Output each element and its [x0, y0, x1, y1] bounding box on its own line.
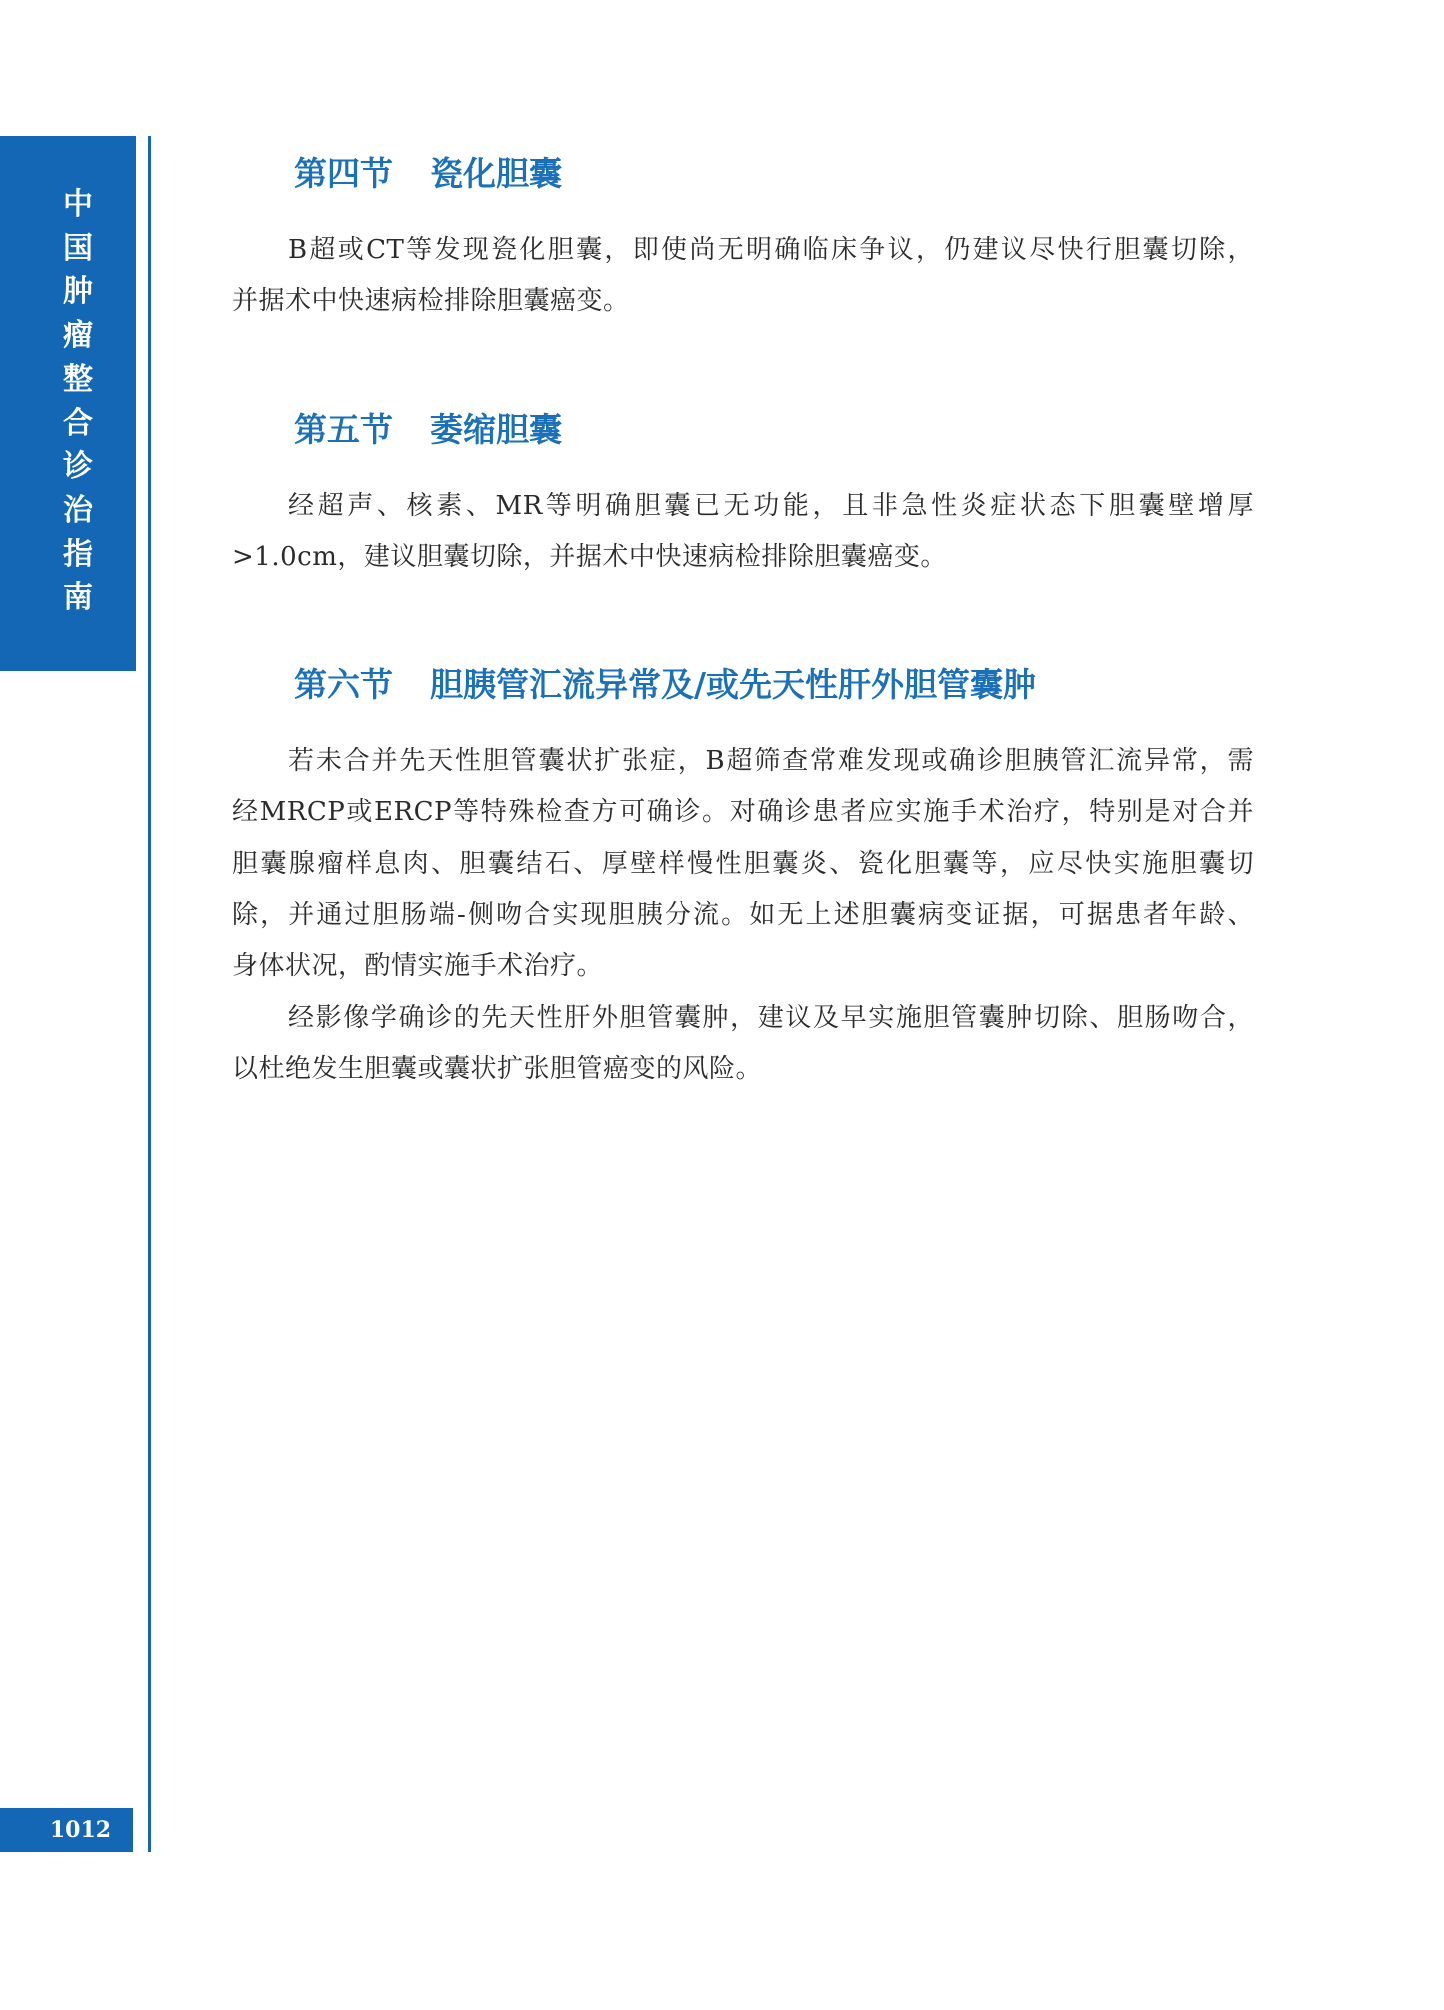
section-number: 第五节 [294, 409, 393, 449]
paragraph [232, 736, 1254, 992]
paragraph-line: 若未合并先天性胆管囊状扩张症，B超筛查常难发现或确诊胆胰管汇流异常，需 [288, 746, 1254, 777]
section-heading [294, 152, 1254, 196]
section-number: 第四节 [294, 154, 393, 193]
section-5 [232, 408, 1254, 584]
paragraph-line: 以杜绝发生胆囊或囊状扩张胆管癌变的风险。 [232, 1053, 763, 1084]
page-number: 1012 [0, 1808, 133, 1852]
chapter-sidebar-tab [0, 136, 136, 671]
paragraph [232, 993, 1254, 1096]
margin-rule [148, 136, 151, 1852]
paragraph-line: 并据术中快速病检排除胆囊癌变。 [232, 286, 630, 317]
paragraph-line: 胆囊腺瘤样息肉、胆囊结石、厚壁样慢性胆囊炎、瓷化胆囊等，应尽快实施胆囊切 [232, 848, 1254, 879]
section-heading [294, 408, 1254, 452]
paragraph-line: B超或CT等发现瓷化胆囊，即使尚无明确临床争议，仍建议尽快行胆囊切除， [288, 235, 1254, 265]
paragraph [232, 225, 1254, 328]
section-title: 胆胰管汇流异常及/或先天性肝外胆管囊肿 [430, 665, 1037, 705]
page-body [232, 152, 1254, 1095]
section-number: 第六节 [294, 665, 393, 705]
book-title-vertical: 中国肿瘤整合诊治指南 [63, 187, 93, 616]
paragraph-line: >1.0cm，建议胆囊切除，并据术中快速病检排除胆囊癌变。 [232, 541, 947, 572]
paragraph [232, 481, 1254, 584]
paragraph-line: 除，并通过胆肠端-侧吻合实现胆胰分流。如无上述胆囊病变证据，可据患者年龄、 [232, 900, 1254, 931]
paragraph-line: 身体状况，酌情实施手术治疗。 [232, 951, 604, 982]
paragraph-line: 经MRCP或ERCP等特殊检查方可确诊。对确诊患者应实施手术治疗，特别是对合并 [232, 797, 1254, 828]
paragraph-line: 经影像学确诊的先天性肝外胆管囊肿，建议及早实施胆管囊肿切除、胆肠吻合， [288, 1002, 1254, 1033]
section-6 [232, 663, 1254, 1095]
section-4 [232, 152, 1254, 328]
section-heading [294, 663, 1254, 707]
paragraph-line: 经超声、核素、MR等明确胆囊已无功能，且非急性炎症状态下胆囊壁增厚 [288, 490, 1254, 521]
section-title: 瓷化胆囊 [430, 154, 562, 193]
section-title: 萎缩胆囊 [430, 409, 562, 449]
